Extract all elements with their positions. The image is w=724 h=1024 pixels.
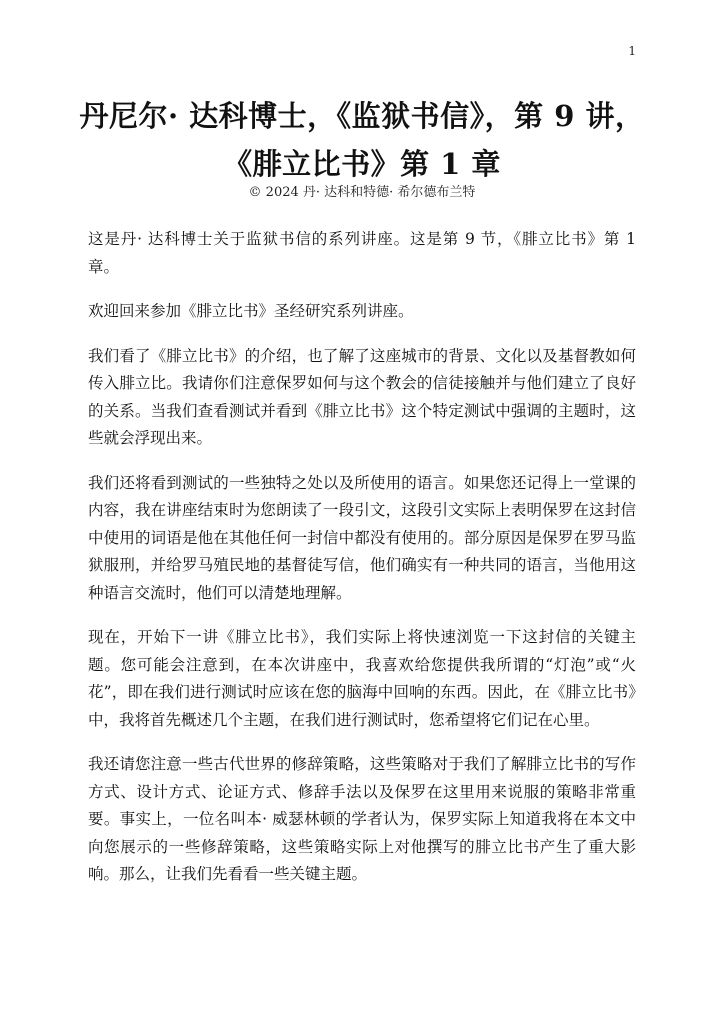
page-title	[40, 92, 684, 188]
document-body	[88, 226, 636, 906]
paragraph: 现在，开始下一讲《腓立比书》，我们实际上将快速浏览一下这封信的关键主题。您可能会注意到，在本次讲座中，我喜欢给您提供我所谓的“灯泡”或“火花”，即在我们进行测试时应该在您的脑海中回响的东西。因此，在《腓立比书》中，我将首先概述几个主题，在我们进行测试时，您希望将它们记在心里。	[88, 628, 636, 729]
paragraph: 我们还将看到测试的一些独特之处以及所使用的语言。如果您还记得上一堂课的内容，我在讲座结束时为您朗读了一段引文，这段引文实际上表明保罗在这封信中使用的词语是他在其他任何一封信中都没有使用的。部分原因是保罗在罗马监狱服刑，并给罗马殖民地的基督徒写信，他们确实有一种共同的语言，当他用这种语言交流时，他们可以清楚地理解。	[88, 473, 636, 602]
paragraph: 我们看了《腓立比书》的介绍，也了解了这座城市的背景、文化以及基督教如何传入腓立比。我请你们注意保罗如何与这个教会的信徒接触并与他们建立了良好的关系。当我们查看测试并看到《腓立比书》这个特定测试中强调的主题时，这些就会浮现出来。	[88, 346, 636, 447]
page-number: 1	[628, 44, 636, 58]
paragraph: 欢迎回来参加《腓立比书》圣经研究系列讲座。	[88, 302, 414, 320]
title-line-1: 丹尼尔· 达科博士，《监狱书信》，第 9 讲，	[79, 99, 645, 133]
paragraph: 这是丹· 达科博士关于监狱书信的系列讲座。这是第 9 节，《腓立比书》第 1 章。	[88, 230, 636, 276]
title-line-2: 《腓立比书》第 1 章	[223, 147, 501, 181]
copyright-notice: © 2024 丹· 达科和特德· 希尔德布兰特	[248, 185, 476, 200]
paragraph: 我还请您注意一些古代世界的修辞策略，这些策略对于我们了解腓立比书的写作方式、设计方式、论证方式、修辞手法以及保罗在这里用来说服的策略非常重要。事实上，一位名叫本· 威瑟林顿的学者认为，保罗实际上知道我将在本文中向您展示的一些修辞策略，这些策略实际上对他撰写的腓立比书产生了重大影响。那么，让我们先看看一些关键主题。	[88, 755, 636, 883]
